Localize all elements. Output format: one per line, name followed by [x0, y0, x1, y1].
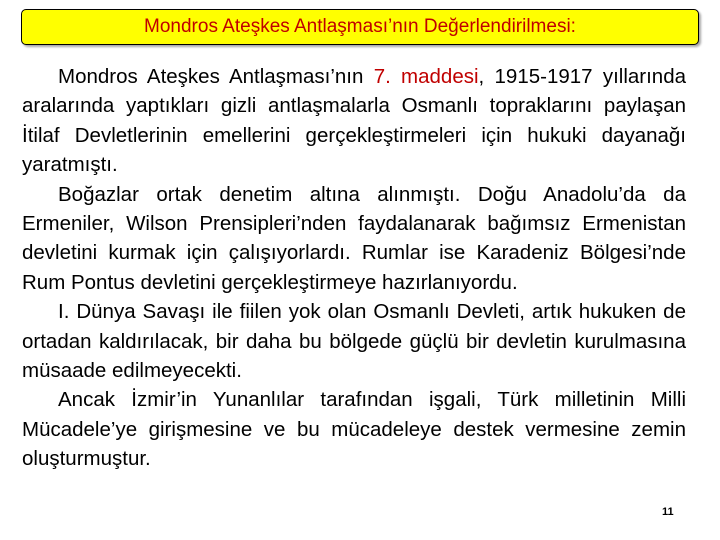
paragraph-1-text-start: Mondros Ateşkes Antlaşması’nın	[58, 65, 374, 88]
title-banner	[21, 9, 699, 45]
paragraph-1-text-end: , 1915-1917 yıllarında aralarında yaptıkları gizli antlaşmalarla Osmanlı topraklarını paylaşan İtilaf Devletlerinin emellerini gerçekleştirmeleri için hukuki dayanağı yaratmıştı.	[22, 65, 686, 177]
paragraph-2: Boğazlar ortak denetim altına alınmıştı. Doğu Anadolu’da da Ermeniler, Wilson Prensipleri’nden faydalanarak bağımsız Ermenistan devletini kurmak için çalışıyorlardı. Rumlar ise Karadeniz Bölgesi’nde Rum Pontus devletini gerçekleştirmeye hazırlanıyordu.	[22, 182, 686, 294]
paragraph-1	[22, 62, 686, 180]
paragraph-3: I. Dünya Savaşı ile fiilen yok olan Osmanlı Devleti, artık hukuken de ortadan kaldırılacak, bir daha bu bölgede güçlü bir devletin kurulmasına müsaade edilmeyecekti.	[22, 300, 686, 383]
page-number: 11	[662, 506, 674, 518]
article-reference: 7. maddesi	[373, 65, 479, 88]
document-body	[22, 62, 686, 474]
page-title: Mondros Ateşkes Antlaşması’nın Değerlendirilmesi:	[144, 16, 576, 37]
paragraph-4: Ancak İzmir’in Yunanlılar tarafından işgali, Türk milletinin Milli Mücadele’ye girişmesine ve bu mücadeleye destek vermesine zemin oluşturmuştur.	[22, 388, 686, 471]
